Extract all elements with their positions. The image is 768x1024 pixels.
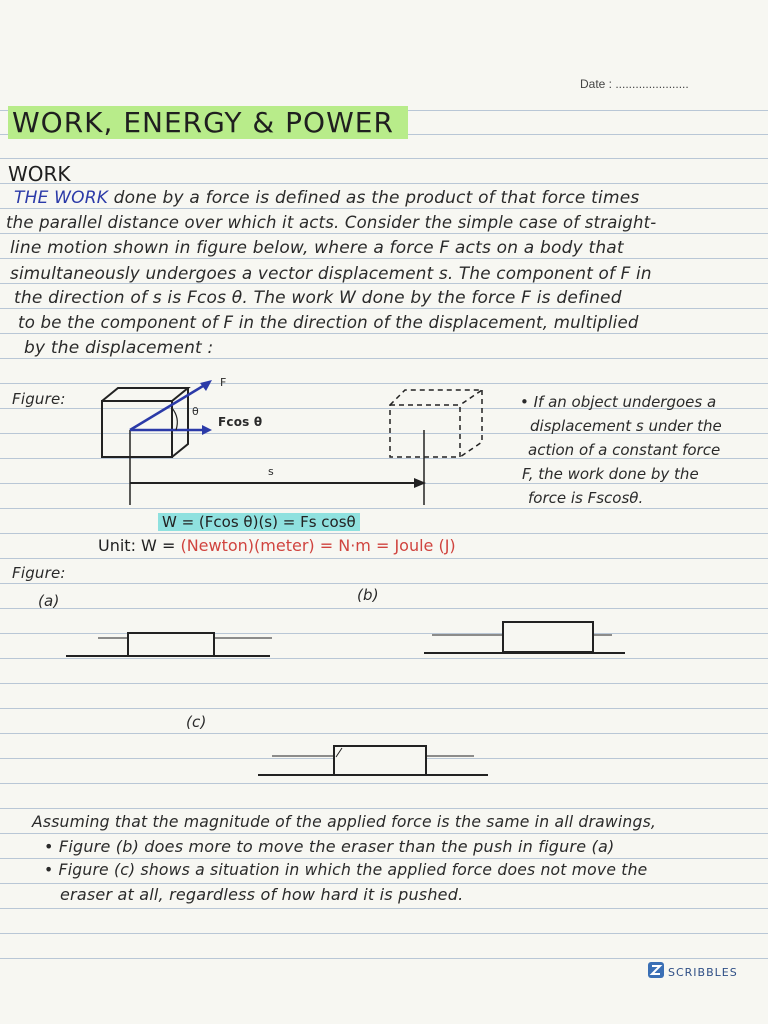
paragraph-line-6: to be the component of F in the direction of the displacement, multiplied — [18, 313, 639, 332]
term-the-work: THE WORK — [14, 188, 109, 208]
figure-label-a: (a) — [38, 592, 60, 610]
dashed-block-side — [460, 390, 482, 457]
figure-2-label: Figure: — [12, 564, 66, 582]
conclusion-line-3: • Figure (c) shows a situation in which the applied force does not move the — [44, 861, 648, 879]
unit-line — [98, 536, 456, 555]
page-title: WORK, ENERGY & POWER — [8, 106, 408, 139]
paragraph-line-3: line motion shown in figure below, where a force F acts on a body that — [10, 238, 624, 258]
brand-logo-text: SCRIBBLES — [668, 966, 738, 979]
component-label: Fcos θ — [218, 415, 263, 429]
force-label: F — [220, 376, 227, 389]
side-note-line-3: action of a constant force — [528, 441, 721, 459]
side-note-line-4: F, the work done by the — [522, 465, 699, 483]
conclusion-line-1: Assuming that the magnitude of the applied force is the same in all drawings, — [32, 813, 657, 831]
unit-value: (Newton)(meter) = N·m = Joule (J) — [180, 536, 456, 555]
figure-1-label: Figure: — [12, 390, 66, 408]
conclusion-line-4: eraser at all, regardless of how hard it is pushed. — [60, 885, 464, 904]
component-arrowhead — [202, 425, 212, 435]
side-note-line-5: force is Fscosθ. — [528, 489, 644, 507]
scribbles-logo-icon — [648, 962, 664, 978]
unit-prefix: Unit: W = — [98, 536, 181, 555]
date-field: Date : ...................... — [580, 77, 689, 91]
dashed-block-front — [390, 405, 460, 457]
theta-label: θ — [192, 405, 199, 418]
figure-label-b: (b) — [357, 586, 379, 604]
paragraph-line-4: simultaneously undergoes a vector displacement s. The component of F in — [10, 263, 652, 283]
figure-label-c: (c) — [186, 713, 207, 731]
displacement-label: s — [268, 465, 274, 478]
paragraph-line-7: by the displacement : — [24, 338, 214, 358]
eraser-a — [128, 633, 214, 656]
paragraph-line-1: THE WORK done by a force is defined as the product of that force times — [14, 188, 640, 208]
dashed-block-top — [390, 390, 482, 405]
eraser-b — [503, 622, 593, 652]
eraser-c — [334, 746, 426, 775]
side-note-line-2: displacement s under the — [530, 417, 722, 435]
work-formula: W = (Fcos θ)(s) = Fs cosθ — [158, 513, 360, 531]
conclusion-line-2: • Figure (b) does more to move the eraser than the push in figure (a) — [44, 837, 615, 856]
block-top-face — [102, 388, 188, 401]
paragraph-line-5: the direction of s is Fcos θ. The work W done by the force F is defined — [14, 288, 622, 308]
paragraph-line-2: the parallel distance over which it acts. Consider the simple case of straight- — [6, 213, 657, 232]
section-heading: WORK — [8, 162, 71, 186]
side-note-line-1: • If an object undergoes a — [520, 393, 717, 411]
